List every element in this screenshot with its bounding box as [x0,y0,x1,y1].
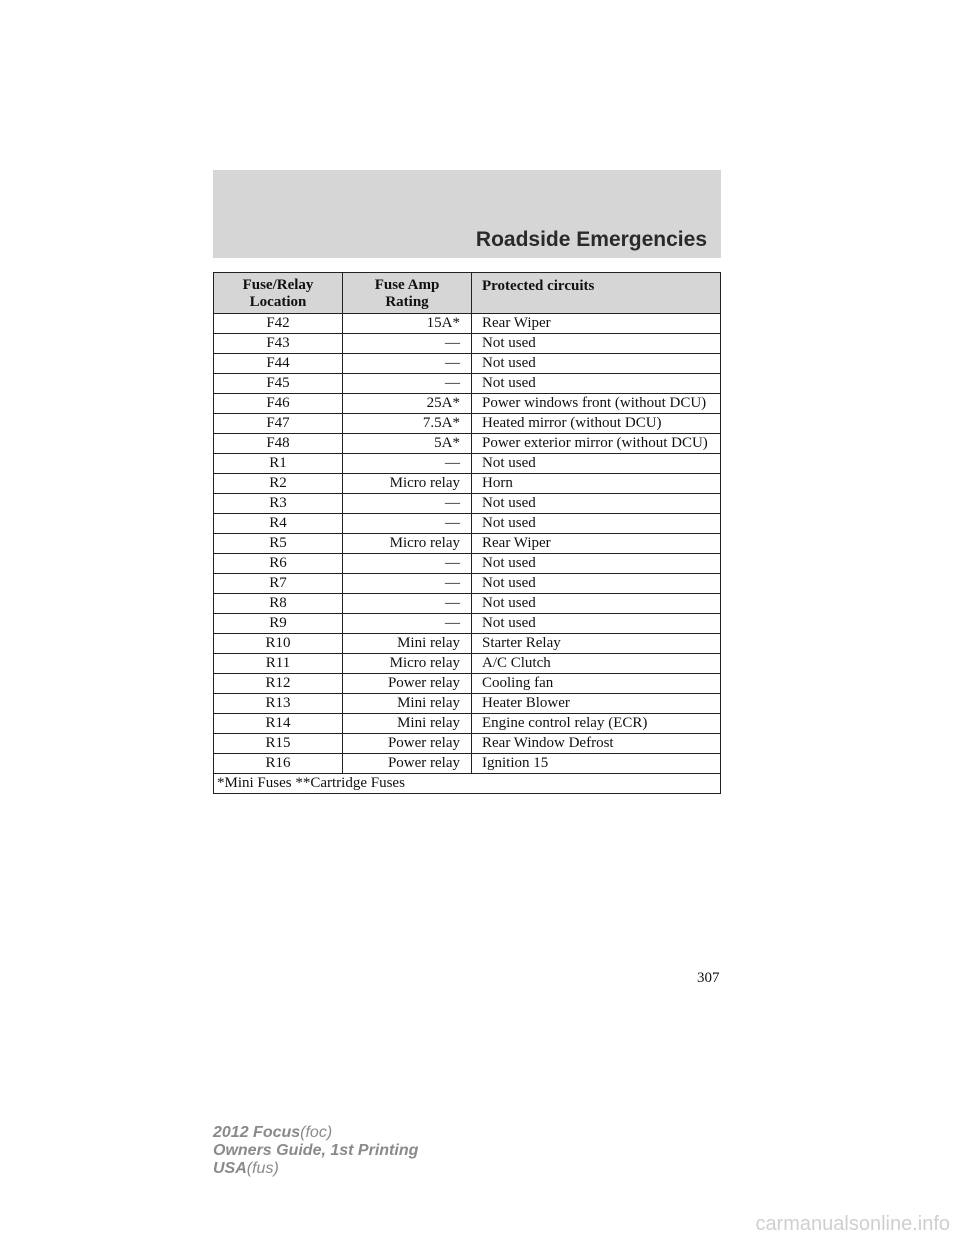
table-row [214,434,721,454]
footer-line-2: Owners Guide, 1st Printing [213,1142,419,1159]
cell-circuit: Not used [472,594,721,614]
table-row [214,454,721,474]
section-title: Roadside Emergencies [475,228,707,251]
cell-rating: — [343,514,472,534]
cell-location: R16 [214,754,343,774]
table-row [214,654,721,674]
table-row [214,694,721,714]
cell-circuit: Not used [472,614,721,634]
cell-location: F43 [214,334,343,354]
table-row [214,414,721,434]
cell-location: R9 [214,614,343,634]
cell-location: R8 [214,594,343,614]
cell-rating: Micro relay [343,534,472,554]
cell-circuit: Starter Relay [472,634,721,654]
fuse-relay-table [213,272,721,794]
cell-location: F44 [214,354,343,374]
section-header-band [213,170,721,258]
cell-rating: 7.5A* [343,414,472,434]
cell-rating: Mini relay [343,694,472,714]
cell-location: R15 [214,734,343,754]
table-row [214,754,721,774]
cell-circuit: Heater Blower [472,694,721,714]
cell-circuit: Cooling fan [472,674,721,694]
cell-location: F42 [214,314,343,334]
table-row [214,594,721,614]
table-row [214,374,721,394]
cell-rating: — [343,594,472,614]
cell-circuit: Not used [472,494,721,514]
table-row [214,314,721,334]
table-row [214,334,721,354]
cell-circuit: Heated mirror (without DCU) [472,414,721,434]
cell-location: R2 [214,474,343,494]
cell-location: F48 [214,434,343,454]
table-row [214,634,721,654]
cell-rating: Mini relay [343,634,472,654]
cell-location: R12 [214,674,343,694]
cell-circuit: Power windows front (without DCU) [472,394,721,414]
cell-rating: — [343,454,472,474]
footnote-row [214,774,721,794]
cell-circuit: Rear Wiper [472,534,721,554]
cell-rating: — [343,574,472,594]
cell-location: R14 [214,714,343,734]
cell-location: R10 [214,634,343,654]
table-row [214,474,721,494]
cell-circuit: Engine control relay (ECR) [472,714,721,734]
cell-rating: Micro relay [343,474,472,494]
cell-circuit: Not used [472,554,721,574]
table-row [214,714,721,734]
cell-circuit: Rear Window Defrost [472,734,721,754]
column-header-rating: Fuse Amp Rating [343,273,472,314]
page-number: 307 [697,970,720,986]
cell-rating: — [343,614,472,634]
table-row [214,494,721,514]
cell-rating: — [343,374,472,394]
table-row [214,574,721,594]
column-header-circuits: Protected circuits [472,273,721,314]
table-header-row [214,273,721,314]
table-row [214,394,721,414]
column-header-location: Fuse/Relay Location [214,273,343,314]
watermark: carmanualsonline.info [755,1213,950,1235]
cell-rating: Power relay [343,734,472,754]
table-row [214,534,721,554]
cell-rating: — [343,494,472,514]
cell-circuit: Rear Wiper [472,314,721,334]
cell-circuit: Not used [472,574,721,594]
table-row [214,514,721,534]
table-footnote: *Mini Fuses **Cartridge Fuses [214,774,721,794]
cell-rating: Power relay [343,674,472,694]
cell-location: R11 [214,654,343,674]
cell-location: R13 [214,694,343,714]
cell-circuit: Not used [472,374,721,394]
cell-rating: 5A* [343,434,472,454]
cell-location: R1 [214,454,343,474]
cell-circuit: Not used [472,454,721,474]
cell-location: R6 [214,554,343,574]
cell-location: F47 [214,414,343,434]
cell-location: R4 [214,514,343,534]
footer-line-3: USA(fus) [213,1160,279,1177]
cell-location: F46 [214,394,343,414]
cell-location: R3 [214,494,343,514]
table-row [214,734,721,754]
cell-location: R5 [214,534,343,554]
table-row [214,354,721,374]
cell-circuit: A/C Clutch [472,654,721,674]
cell-location: R7 [214,574,343,594]
table-row [214,614,721,634]
cell-circuit: Power exterior mirror (without DCU) [472,434,721,454]
cell-rating: 25A* [343,394,472,414]
cell-location: F45 [214,374,343,394]
cell-circuit: Not used [472,334,721,354]
cell-rating: — [343,554,472,574]
cell-circuit: Not used [472,354,721,374]
cell-rating: 15A* [343,314,472,334]
cell-rating: Micro relay [343,654,472,674]
cell-rating: Mini relay [343,714,472,734]
cell-rating: — [343,334,472,354]
cell-circuit: Horn [472,474,721,494]
table-row [214,554,721,574]
table-body [214,314,721,774]
cell-rating: — [343,354,472,374]
cell-circuit: Not used [472,514,721,534]
table-row [214,674,721,694]
cell-rating: Power relay [343,754,472,774]
document-footer [213,1124,418,1178]
footer-line-1: 2012 Focus(foc) [213,1124,333,1141]
cell-circuit: Ignition 15 [472,754,721,774]
